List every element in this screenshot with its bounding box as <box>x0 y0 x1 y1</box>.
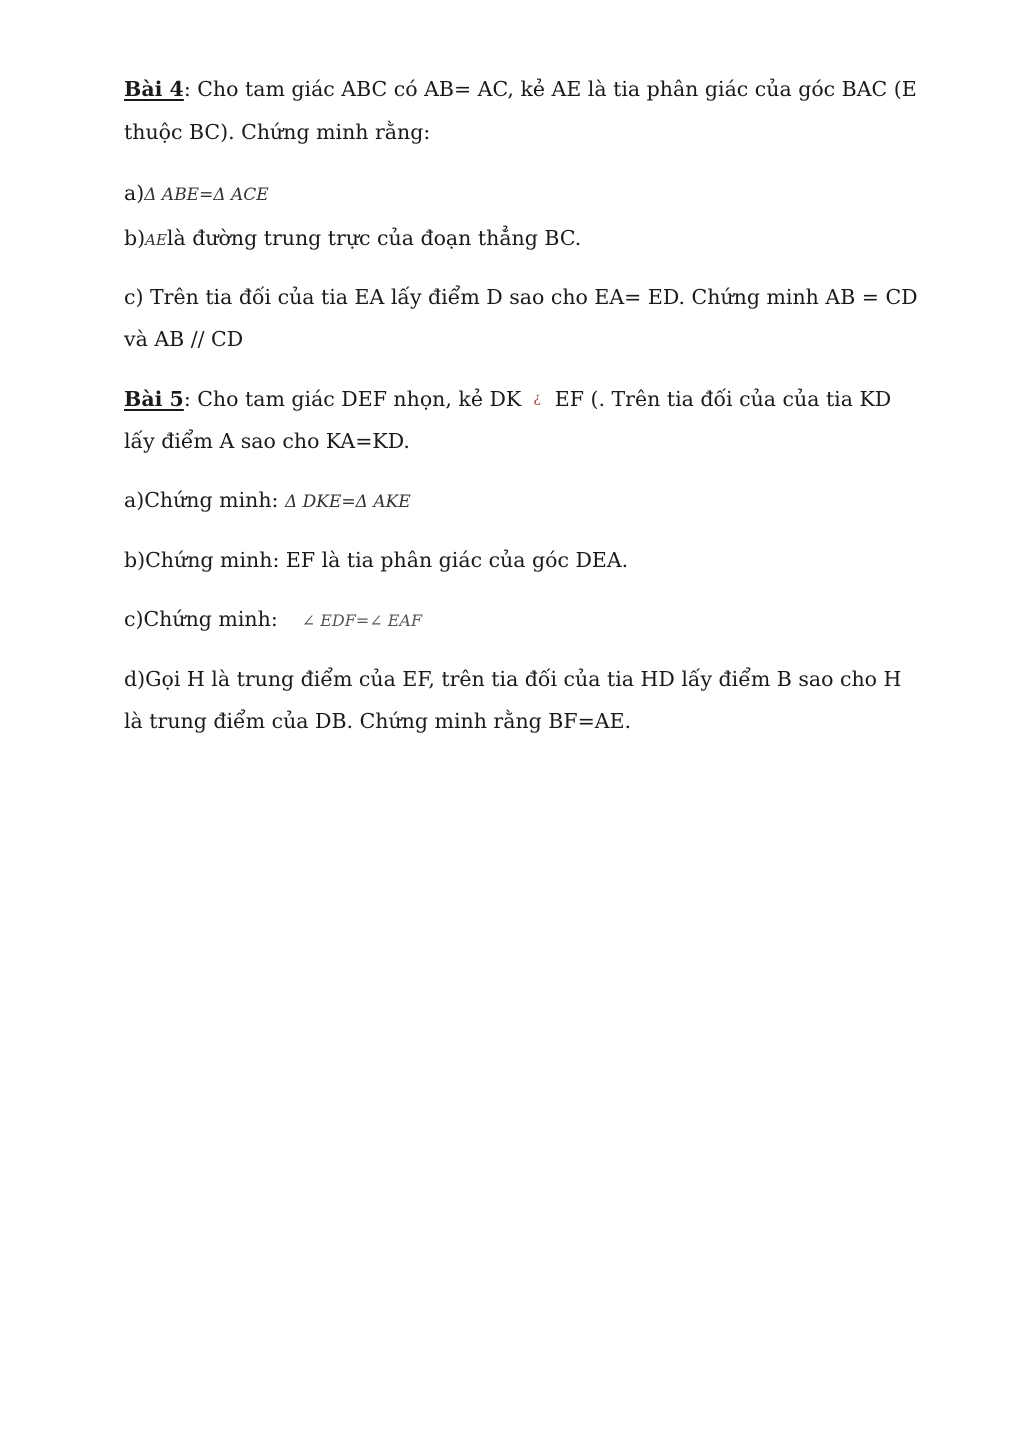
bai4-intro-text: : Cho tam giác ABC có AB= AC, kẻ AE là tia phân giác của góc BAC (E <box>183 77 917 101</box>
bai5-intro-text-1: : Cho tam giác DEF nhọn, kẻ DK <box>183 387 522 411</box>
bai4-part-c-line2: và AB // CD <box>124 327 244 351</box>
bai5-title: Bài 5 <box>124 387 184 411</box>
bai5-part-b: b)Chứng minh: EF là tia phân giác của góc DEA. <box>124 548 629 572</box>
bai5-part-a <box>124 490 411 511</box>
bai4-b-formula: AE <box>145 231 167 249</box>
bai5-intro-text-2: EF (. Trên tia đối của của tia KD <box>554 387 892 411</box>
bai4-part-c-line1: c) Trên tia đối của tia EA lấy điểm D sao cho EA= ED. Chứng minh AB = CD <box>124 285 918 309</box>
bai4-a-formula: Δ ABE=Δ ACE <box>144 185 269 205</box>
bai4-part-b <box>124 228 581 249</box>
bai4-b-label: b) <box>124 226 146 250</box>
bai5-intro-line2: lấy điểm A sao cho KA=KD. <box>124 429 410 453</box>
bai4-intro-line1 <box>124 79 917 100</box>
bai5-c-formula: ∠ EDF=∠ EAF <box>301 611 423 630</box>
bai4-b-text: là đường trung trực của đoạn thẳng BC. <box>166 226 582 250</box>
bai5-perpendicular-mark: ¿ <box>533 390 541 406</box>
bai4-intro-line2: thuộc BC). Chứng minh rằng: <box>124 120 431 144</box>
bai5-part-d-line1: d)Gọi H là trung điểm của EF, trên tia đối của tia HD lấy điểm B sao cho H <box>124 667 902 691</box>
bai5-a-label: a)Chứng minh: <box>124 488 285 512</box>
bai5-part-c <box>124 609 422 630</box>
bai5-intro-line1 <box>124 389 891 410</box>
bai5-part-d-line2: là trung điểm của DB. Chứng minh rằng BF=AE. <box>124 709 632 733</box>
bai5-c-label: c)Chứng minh: <box>124 607 278 631</box>
bai4-part-a <box>124 183 269 204</box>
bai4-a-label: a) <box>124 181 145 205</box>
bai5-a-formula: Δ DKE=Δ AKE <box>284 492 411 512</box>
bai4-title: Bài 4 <box>124 77 184 101</box>
